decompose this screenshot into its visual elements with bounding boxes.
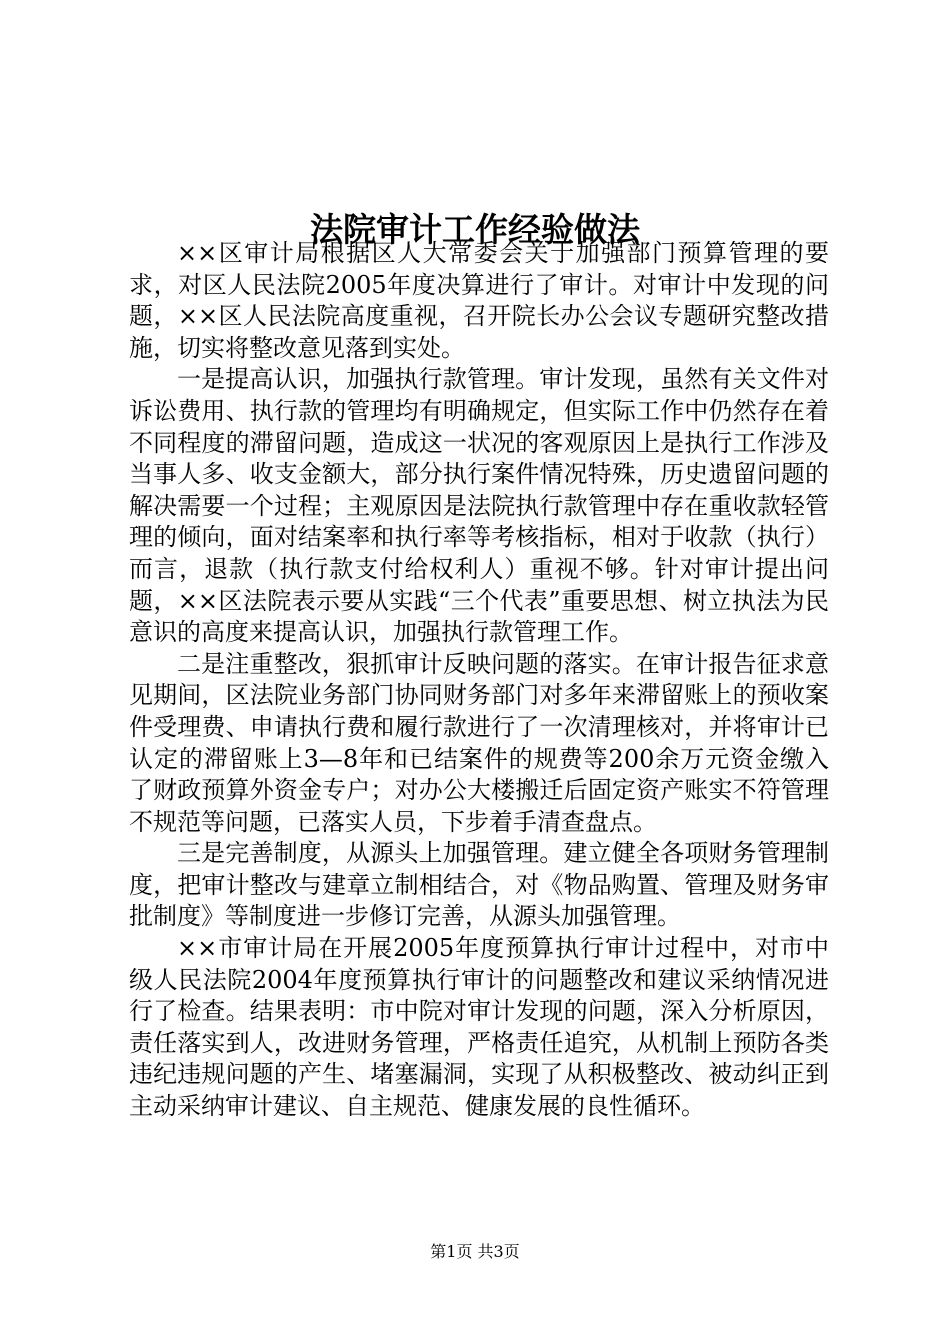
paragraph-intro: ××区审计局根据区人大常委会关于加强部门预算管理的要求，对区人民法院2005年度决算进行了审计。对审计中发现的问题，××区人民法院高度重视，召开院长办公会议专题研究整改措施，切实将整改意见落到实处。 xyxy=(129,239,829,362)
paragraph-point-one: 一是提高认识，加强执行款管理。审计发现，虽然有关文件对诉讼费用、执行款的管理均有明确规定，但实际工作中仍然存在着不同程度的滞留问题，造成这一状况的客观原因上是执行工作涉及当事人多、收支金额大，部分执行案件情况特殊，历史遗留问题的解决需要一个过程；主观原因是法院执行款管理中存在重收款轻管理的倾向，面对结案率和执行率等考核指标，相对于收款（执行）而言，退款（执行款支付给权利人）重视不够。针对审计提出问题，××区法院表示要从实践“三个代表”重要思想、树立执法为民意识的高度来提高认识，加强执行款管理工作。 xyxy=(129,365,829,647)
document-title: 法院审计工作经验做法 xyxy=(310,210,640,250)
document-body xyxy=(129,238,829,1123)
paragraph-point-three: 三是完善制度，从源头上加强管理。建立健全各项财务管理制度，把审计整改与建章立制相结合，对《物品购置、管理及财务审批制度》等制度进一步修订完善，从源头加强管理。 xyxy=(129,839,829,931)
paragraph-point-two: 二是注重整改，狠抓审计反映问题的落实。在审计报告征求意见期间，区法院业务部门协同财务部门对多年来滞留账上的预收案件受理费、申请执行费和履行款进行了一次清理核对，并将审计已认定的滞留账上3—8年和已结案件的规费等200余万元资金缴入了财政预算外资金专户；对办公大楼搬迁后固定资产账实不符管理不规范等问题，已落实人员，下步着手清查盘点。 xyxy=(129,649,829,836)
paragraph-city-audit: ××市审计局在开展2005年度预算执行审计过程中，对市中级人民法院2004年度预算执行审计的问题整改和建议采纳情况进行了检查。结果表明：市中院对审计发现的问题，深入分析原因，责任落实到人，改进财务管理，严格责任追究，从机制上预防各类违纪违规问题的产生、堵塞漏洞，实现了从积极整改、被动纠正到主动采纳审计建议、自主规范、健康发展的良性循环。 xyxy=(129,934,829,1121)
page-number-footer: 第1页 共3页 xyxy=(430,1242,520,1261)
